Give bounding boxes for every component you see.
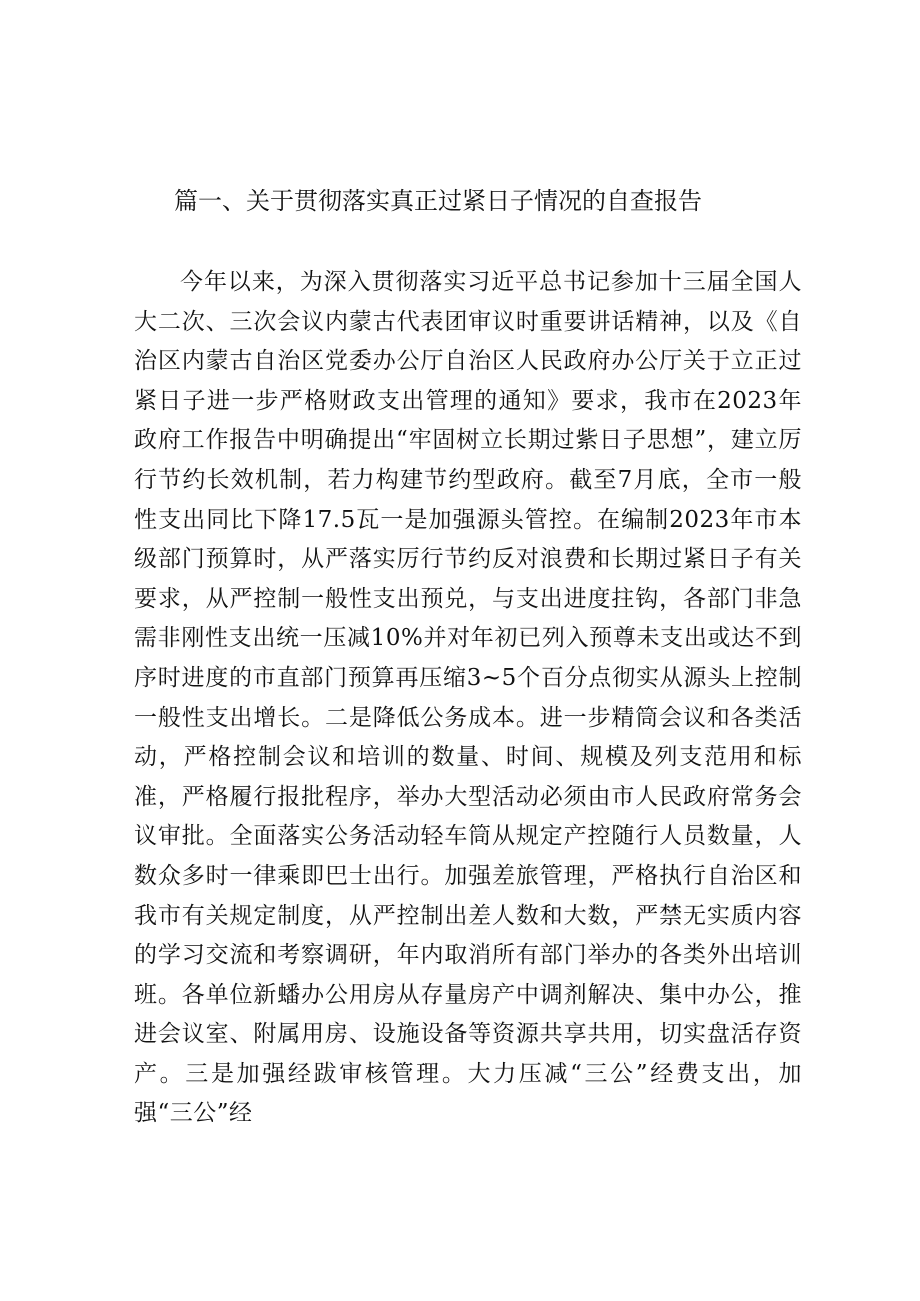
document-title: 篇一、关于贯彻落实真正过紧日子情况的自查报告 bbox=[174, 187, 702, 215]
document-body-paragraph: 今年以来，为深入贯彻落实习近平总书记参加十三届全国人大二次、三次会议内蒙古代表团审议时重要讲话精神，以及《自治区内蒙古自治区党委办公厅自治区人民政府办公厅关于立正过紧日子进一步严格财政支出管理的通知》要求，我市在2023年政府工作报告中明确提出“牢固树立长期过紫日子思想”，建立厉行节约长效机制，若力构建节约型政府。截至7月底，全市一般性支出同比下降17.5瓦一是加强源头管控。在编制2023年市本级部门预算时，从严落实厉行节约反对浪费和长期过紧日子有关要求，从严控制一般性支出预兑，与支出进度拄钩，各部门非急需非刚性支出统一压减10%并对年初已列入预尊未支出或达不到序时进度的市直部门预算再压缩3~5个百分点彻实从源头上控制一般性支出增长。二是降低公务成本。进一步精筒会议和各类活动，严格控制会议和培训的数量、时间、规模及列支范用和标准，严格履行报批程序，举办大型活动必须由市人民政府常务会议审批。全面落实公务活动轻车筒从规定产控随行人员数量，人数众多时一律乘即巴士出行。加强差旅管理，严格执行自治区和我市有关规定制度，从严控制出差人数和大数，严禁无实质内容的学习交流和考察调研，年内取消所有部门举办的各类外出培训班。各单位新蟠办公用房从存量房产中调剂解决、集中办公，推进会议室、附属用房、设施设备等资源共享共用，切实盘活存资产。三是加强经跋审核管理。大力压减“三公”经费支出，加强“三公”经 bbox=[134, 269, 802, 1127]
